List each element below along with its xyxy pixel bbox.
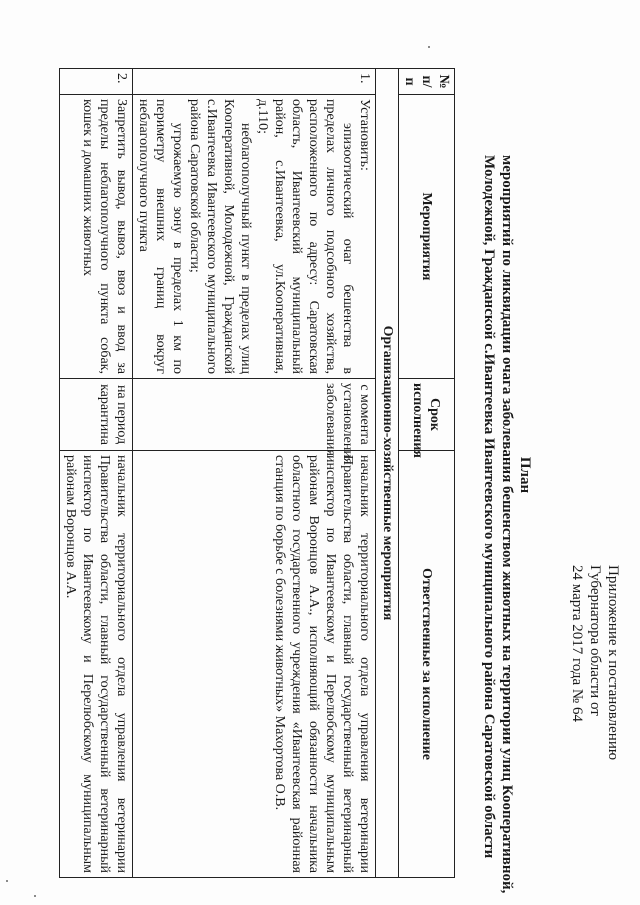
header-term: Срок исполнения xyxy=(399,379,455,451)
section-title: Организационно-хозяйственные мероприятия xyxy=(376,69,399,878)
activity-paragraph: эпизоотический очаг бешенства в пределах личного подсобного хозяйства, расположенного по адресу: Саратовская область, Ивантеевский муниципальный район, с.Ивантеевка, ул.Кооперативная, д.110; xyxy=(255,99,355,374)
header-num: № п/п xyxy=(399,69,455,95)
appendix-line-2: Губернатора области от xyxy=(587,565,603,716)
activity-intro: Установить: xyxy=(357,99,372,171)
row-responsible: начальник территориального отдела управления ветеринарии Правительства области, главный государственный ветеринарный инспектор по Ивантеевскому и Перелюбскому муниципальным районам Воронцов А.А., исполняющий обязанности начальника областного государственного учреждения «Ивантеевская районная станция по борьбе с болезнями животных» Махортова О.В. xyxy=(133,451,376,878)
scan-speck xyxy=(34,895,36,897)
plan-title xyxy=(480,155,534,894)
scan-speck xyxy=(6,880,8,882)
rotated-sheet xyxy=(40,35,630,894)
row-activity: Запретить вывод, вывоз, ввоз и ввод за пределы неблагополучного пункта собак, кошек и домашних животных xyxy=(60,95,133,379)
table-row xyxy=(133,69,376,878)
appendix-line-3: 24 марта 2017 года № 64 xyxy=(569,565,585,722)
row-num: 2. xyxy=(60,69,133,95)
activity-paragraph: неблагополучный пункт в пределах улиц Кооперативной, Молодежной, Гражданской с.Ивантеевка Ивантеевского муниципального района Саратовской области; xyxy=(187,99,253,374)
appendix-line-1: Приложение к постановлению xyxy=(605,565,621,761)
title-line-3: Молодежной, Гражданской с.Ивантеевка Ивантеевского муниципального района Саратовской области xyxy=(481,155,497,859)
row-responsible: начальник территориального отдела управления ветеринарии Правительства области, главный государственный ветеринарный инспектор по Ивантеевскому и Перелюбскому муниципальным районам Воронцов А.А. xyxy=(60,451,133,878)
header-responsible: Ответственные за исполнение xyxy=(399,451,455,878)
table-row xyxy=(60,69,133,878)
activity-paragraph: угрожаемую зону в пределах 1 км по периметру внешних границ вокруг неблагополучного пункта xyxy=(136,99,185,374)
title-line-2: мероприятий по ликвидации очага заболевания бешенством животных на территории улиц Кооперативной, xyxy=(499,155,515,894)
row-term: на период карантина xyxy=(60,379,133,451)
row-activity xyxy=(133,95,376,379)
title-line-1: План xyxy=(517,456,533,494)
appendix-note xyxy=(568,565,622,760)
plan-table xyxy=(59,68,455,878)
table-header-row xyxy=(399,69,455,878)
header-activity: Мероприятия xyxy=(399,95,455,379)
scan-speck xyxy=(428,46,430,48)
row-num: 1. xyxy=(133,69,376,95)
row-term: с момента установления заболевания xyxy=(133,379,376,451)
section-row xyxy=(376,69,399,878)
